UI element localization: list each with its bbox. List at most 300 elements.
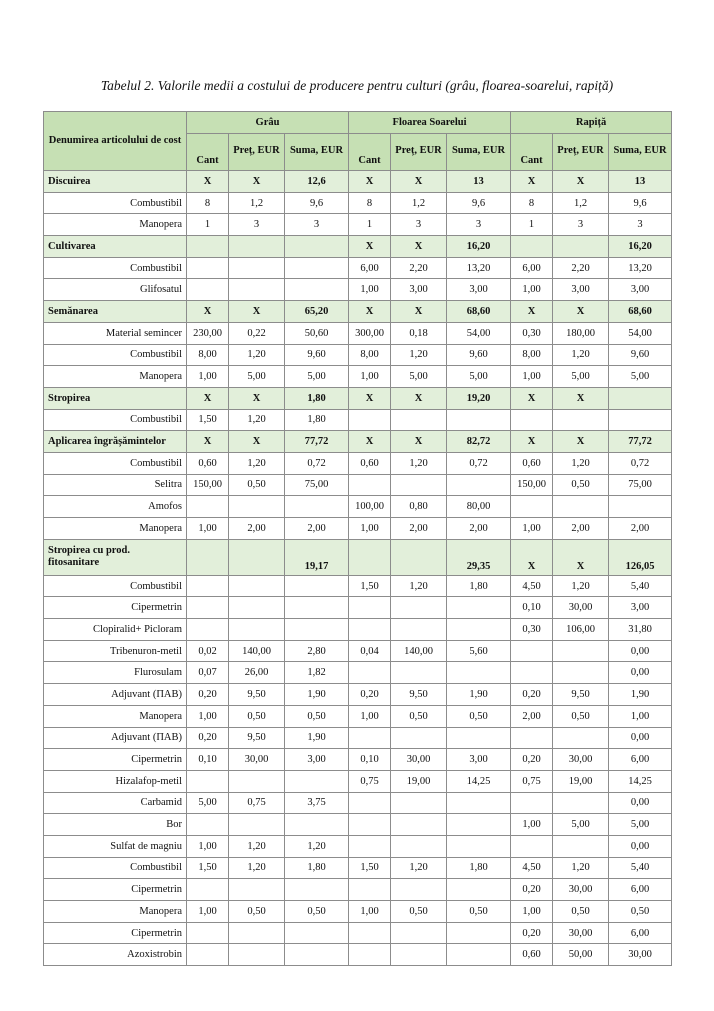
- table-row: [44, 814, 672, 836]
- row-cell: X: [349, 171, 391, 193]
- row-cell: 8,00: [187, 344, 229, 366]
- header-cant: Cant: [349, 134, 391, 171]
- row-cell: 1,00: [187, 366, 229, 388]
- row-cell: 68,60: [447, 301, 511, 323]
- table-row: [44, 518, 672, 540]
- row-label: Aplicarea îngrășămintelor: [44, 431, 187, 453]
- section-row: [44, 301, 672, 323]
- row-cell: 0,50: [553, 705, 609, 727]
- row-cell: 19,00: [391, 770, 447, 792]
- row-cell: 65,20: [285, 301, 349, 323]
- row-cell: [229, 496, 285, 518]
- row-cell: 1,00: [511, 279, 553, 301]
- row-cell: [447, 835, 511, 857]
- header-suma: Suma, EUR: [609, 134, 672, 171]
- row-cell: 0,20: [349, 684, 391, 706]
- row-cell: 1,20: [391, 344, 447, 366]
- row-cell: 1,20: [553, 857, 609, 879]
- row-cell: X: [511, 387, 553, 409]
- row-cell: 0,50: [229, 474, 285, 496]
- row-cell: [391, 879, 447, 901]
- row-cell: 0,50: [285, 901, 349, 923]
- row-cell: [349, 792, 391, 814]
- row-cell: 9,50: [391, 684, 447, 706]
- row-cell: [349, 944, 391, 966]
- row-cell: 1: [187, 214, 229, 236]
- row-cell: [553, 409, 609, 431]
- row-cell: [553, 727, 609, 749]
- table-row: [44, 705, 672, 727]
- row-cell: [285, 575, 349, 597]
- row-cell: 80,00: [447, 496, 511, 518]
- row-label: Discuirea: [44, 171, 187, 193]
- row-cell: [447, 814, 511, 836]
- row-cell: [391, 597, 447, 619]
- row-cell: 5,00: [553, 366, 609, 388]
- table-row: [44, 214, 672, 236]
- row-cell: [285, 236, 349, 258]
- row-cell: [553, 236, 609, 258]
- row-cell: X: [391, 171, 447, 193]
- row-cell: 0,72: [447, 452, 511, 474]
- row-cell: [349, 474, 391, 496]
- row-cell: 19,17: [285, 539, 349, 575]
- header-pret: Preț, EUR: [229, 134, 285, 171]
- row-cell: [187, 770, 229, 792]
- table-row: [44, 857, 672, 879]
- row-cell: 54,00: [609, 322, 672, 344]
- row-cell: 2,00: [511, 705, 553, 727]
- row-cell: X: [553, 539, 609, 575]
- row-cell: [447, 944, 511, 966]
- row-cell: 140,00: [391, 640, 447, 662]
- row-cell: 3,00: [447, 749, 511, 771]
- row-cell: 16,20: [447, 236, 511, 258]
- row-cell: 3,00: [285, 749, 349, 771]
- row-cell: 26,00: [229, 662, 285, 684]
- row-cell: 77,72: [285, 431, 349, 453]
- row-cell: 1,50: [349, 575, 391, 597]
- row-cell: 5,00: [609, 814, 672, 836]
- row-cell: [285, 619, 349, 641]
- row-cell: 2,20: [391, 257, 447, 279]
- row-cell: [187, 575, 229, 597]
- row-cell: 0,20: [187, 727, 229, 749]
- row-cell: 2,00: [285, 518, 349, 540]
- row-cell: 1,00: [187, 705, 229, 727]
- table-row: [44, 474, 672, 496]
- row-cell: 5,40: [609, 575, 672, 597]
- section-row: [44, 236, 672, 258]
- row-cell: [349, 539, 391, 575]
- header-group-grau: Grâu: [187, 112, 349, 134]
- row-cell: 1,90: [285, 727, 349, 749]
- row-cell: [391, 814, 447, 836]
- table-body: [44, 171, 672, 966]
- row-cell: 1,20: [229, 835, 285, 857]
- row-cell: [447, 597, 511, 619]
- row-cell: [229, 922, 285, 944]
- row-label: Combustibil: [44, 409, 187, 431]
- row-cell: [285, 496, 349, 518]
- row-cell: 8,00: [511, 344, 553, 366]
- row-cell: [391, 922, 447, 944]
- row-cell: 2,20: [553, 257, 609, 279]
- row-cell: [349, 727, 391, 749]
- row-cell: 0,50: [229, 705, 285, 727]
- row-cell: 1,90: [447, 684, 511, 706]
- row-cell: 0,60: [511, 944, 553, 966]
- row-cell: 6,00: [349, 257, 391, 279]
- row-cell: X: [187, 171, 229, 193]
- row-cell: [187, 597, 229, 619]
- header-pret: Preț, EUR: [391, 134, 447, 171]
- row-cell: 1: [511, 214, 553, 236]
- row-cell: 1,20: [553, 575, 609, 597]
- row-cell: 1,20: [391, 857, 447, 879]
- row-cell: [187, 257, 229, 279]
- row-cell: 1,80: [447, 857, 511, 879]
- table-row: [44, 279, 672, 301]
- row-cell: 0,30: [511, 619, 553, 641]
- row-cell: X: [553, 387, 609, 409]
- row-cell: 3,00: [553, 279, 609, 301]
- row-cell: X: [553, 301, 609, 323]
- row-cell: 3,00: [391, 279, 447, 301]
- row-cell: 1,2: [553, 192, 609, 214]
- row-cell: [349, 662, 391, 684]
- row-cell: 126,05: [609, 539, 672, 575]
- row-label: Manopera: [44, 901, 187, 923]
- row-cell: 3,00: [609, 597, 672, 619]
- row-label: Combustibil: [44, 575, 187, 597]
- row-cell: 140,00: [229, 640, 285, 662]
- header-cant: Cant: [511, 134, 553, 171]
- row-cell: [511, 727, 553, 749]
- row-label: Cultivarea: [44, 236, 187, 258]
- row-cell: [285, 279, 349, 301]
- row-cell: [187, 279, 229, 301]
- row-label: Tribenuron-metil: [44, 640, 187, 662]
- table-row: [44, 597, 672, 619]
- row-cell: 9,6: [609, 192, 672, 214]
- row-cell: 0,50: [553, 474, 609, 496]
- row-cell: 1,90: [609, 684, 672, 706]
- row-cell: [553, 640, 609, 662]
- row-cell: [391, 619, 447, 641]
- row-cell: 30,00: [553, 879, 609, 901]
- row-cell: 0,20: [511, 922, 553, 944]
- row-cell: 6,00: [511, 257, 553, 279]
- row-cell: [349, 619, 391, 641]
- row-cell: 1,2: [391, 192, 447, 214]
- section-row: [44, 387, 672, 409]
- table-row: [44, 944, 672, 966]
- row-cell: 0,20: [187, 684, 229, 706]
- row-cell: [187, 236, 229, 258]
- row-cell: 3: [447, 214, 511, 236]
- row-cell: X: [229, 301, 285, 323]
- row-cell: [447, 879, 511, 901]
- row-cell: 2,00: [391, 518, 447, 540]
- row-cell: [285, 879, 349, 901]
- row-cell: 0,60: [511, 452, 553, 474]
- row-cell: 0,50: [391, 705, 447, 727]
- row-label: Hizalafop-metil: [44, 770, 187, 792]
- row-cell: 30,00: [391, 749, 447, 771]
- row-cell: 5,00: [229, 366, 285, 388]
- row-label: Flurosulam: [44, 662, 187, 684]
- row-cell: 1,80: [285, 387, 349, 409]
- row-cell: [391, 662, 447, 684]
- row-cell: 230,00: [187, 322, 229, 344]
- row-cell: 2,00: [229, 518, 285, 540]
- row-cell: 5,00: [285, 366, 349, 388]
- row-cell: X: [553, 171, 609, 193]
- row-label: Combustibil: [44, 344, 187, 366]
- row-cell: [447, 922, 511, 944]
- section-row: [44, 171, 672, 193]
- row-cell: X: [511, 431, 553, 453]
- row-cell: [187, 814, 229, 836]
- row-cell: 0,00: [609, 727, 672, 749]
- row-cell: [349, 879, 391, 901]
- row-cell: 1,00: [187, 901, 229, 923]
- row-cell: 9,50: [229, 727, 285, 749]
- row-label: Adjuvant (ПАВ): [44, 684, 187, 706]
- row-cell: [187, 619, 229, 641]
- row-cell: [229, 597, 285, 619]
- row-cell: 1,20: [229, 857, 285, 879]
- row-cell: X: [511, 301, 553, 323]
- row-cell: 1,20: [285, 835, 349, 857]
- row-label: Adjuvant (ПАВ): [44, 727, 187, 749]
- row-label: Semănarea: [44, 301, 187, 323]
- header-pret: Preț, EUR: [553, 134, 609, 171]
- row-cell: 100,00: [349, 496, 391, 518]
- row-cell: 2,00: [553, 518, 609, 540]
- row-cell: [447, 619, 511, 641]
- table-row: [44, 257, 672, 279]
- section-row: [44, 431, 672, 453]
- row-cell: [285, 770, 349, 792]
- row-cell: X: [511, 539, 553, 575]
- row-cell: 1,82: [285, 662, 349, 684]
- row-cell: 1,90: [285, 684, 349, 706]
- row-cell: [391, 792, 447, 814]
- row-label: Cipermetrin: [44, 879, 187, 901]
- row-cell: 1,00: [609, 705, 672, 727]
- row-cell: 1,20: [229, 452, 285, 474]
- row-cell: 9,60: [285, 344, 349, 366]
- row-cell: [511, 835, 553, 857]
- row-cell: [187, 944, 229, 966]
- row-label: Glifosatul: [44, 279, 187, 301]
- row-label: Manopera: [44, 366, 187, 388]
- row-cell: 0,80: [391, 496, 447, 518]
- row-cell: [349, 814, 391, 836]
- row-cell: 0,10: [349, 749, 391, 771]
- row-cell: 1: [349, 214, 391, 236]
- row-cell: [391, 944, 447, 966]
- row-label: Selitra: [44, 474, 187, 496]
- row-cell: 1,00: [349, 518, 391, 540]
- row-cell: [229, 944, 285, 966]
- row-cell: [229, 279, 285, 301]
- row-label: Bor: [44, 814, 187, 836]
- row-cell: 12,6: [285, 171, 349, 193]
- row-cell: X: [511, 171, 553, 193]
- row-cell: X: [229, 431, 285, 453]
- row-cell: [187, 922, 229, 944]
- row-cell: 1,00: [187, 835, 229, 857]
- row-label: Cipermetrin: [44, 597, 187, 619]
- row-cell: [229, 575, 285, 597]
- row-cell: [229, 814, 285, 836]
- row-cell: [229, 539, 285, 575]
- row-cell: 1,00: [349, 279, 391, 301]
- row-cell: 5,00: [553, 814, 609, 836]
- row-cell: 6,00: [609, 922, 672, 944]
- row-cell: 82,72: [447, 431, 511, 453]
- row-cell: X: [553, 431, 609, 453]
- row-cell: 1,20: [391, 452, 447, 474]
- row-cell: 0,20: [511, 879, 553, 901]
- table-row: [44, 901, 672, 923]
- row-cell: 0,07: [187, 662, 229, 684]
- row-cell: X: [229, 387, 285, 409]
- row-cell: 4,50: [511, 857, 553, 879]
- row-cell: 54,00: [447, 322, 511, 344]
- row-cell: 0,10: [511, 597, 553, 619]
- row-cell: 0,00: [609, 835, 672, 857]
- row-cell: 14,25: [609, 770, 672, 792]
- row-cell: 3: [553, 214, 609, 236]
- row-cell: X: [391, 236, 447, 258]
- row-cell: 16,20: [609, 236, 672, 258]
- table-row: [44, 322, 672, 344]
- row-cell: 50,60: [285, 322, 349, 344]
- row-cell: 1,20: [391, 575, 447, 597]
- row-cell: 3: [391, 214, 447, 236]
- row-cell: 0,50: [285, 705, 349, 727]
- row-cell: 0,50: [447, 705, 511, 727]
- table-row: [44, 619, 672, 641]
- row-cell: [391, 727, 447, 749]
- row-cell: 9,60: [447, 344, 511, 366]
- row-cell: 30,00: [553, 922, 609, 944]
- row-cell: 0,04: [349, 640, 391, 662]
- row-cell: [447, 662, 511, 684]
- row-cell: 0,72: [609, 452, 672, 474]
- table-row: [44, 792, 672, 814]
- table-row: [44, 749, 672, 771]
- row-cell: 0,60: [349, 452, 391, 474]
- row-label: Azoxistrobin: [44, 944, 187, 966]
- row-cell: 0,02: [187, 640, 229, 662]
- row-cell: 13,20: [609, 257, 672, 279]
- row-cell: [609, 409, 672, 431]
- row-cell: 0,18: [391, 322, 447, 344]
- table-row: [44, 452, 672, 474]
- row-cell: 0,75: [349, 770, 391, 792]
- row-cell: 150,00: [511, 474, 553, 496]
- row-label: Amofos: [44, 496, 187, 518]
- table-row: [44, 835, 672, 857]
- row-cell: [447, 474, 511, 496]
- row-cell: X: [349, 301, 391, 323]
- row-cell: [391, 539, 447, 575]
- row-label: Clopiralid+ Picloram: [44, 619, 187, 641]
- table-row: [44, 575, 672, 597]
- row-cell: 150,00: [187, 474, 229, 496]
- row-cell: [349, 597, 391, 619]
- row-label: Material semincer: [44, 322, 187, 344]
- row-cell: [609, 496, 672, 518]
- row-cell: 5,00: [447, 366, 511, 388]
- row-cell: 0,72: [285, 452, 349, 474]
- row-cell: 1,20: [553, 452, 609, 474]
- row-cell: 0,00: [609, 662, 672, 684]
- row-cell: 5,00: [187, 792, 229, 814]
- table-row: [44, 409, 672, 431]
- row-label: Cipermetrin: [44, 922, 187, 944]
- row-cell: X: [349, 431, 391, 453]
- row-cell: [511, 640, 553, 662]
- row-cell: [285, 944, 349, 966]
- row-cell: 3: [609, 214, 672, 236]
- row-cell: 0,30: [511, 322, 553, 344]
- table-row: [44, 922, 672, 944]
- row-cell: 6,00: [609, 879, 672, 901]
- row-cell: [511, 236, 553, 258]
- row-cell: 0,75: [511, 770, 553, 792]
- row-cell: 1,00: [511, 366, 553, 388]
- header-group-rapita: Rapiță: [511, 112, 672, 134]
- table-caption: Tabelul 2. Valorile medii a costului de producere pentru culturi (grâu, floarea-soarelui, rapiță): [100, 78, 614, 93]
- row-cell: [553, 792, 609, 814]
- row-cell: X: [391, 431, 447, 453]
- row-cell: 8,00: [349, 344, 391, 366]
- row-cell: 1,20: [229, 409, 285, 431]
- row-cell: 1,00: [511, 901, 553, 923]
- row-cell: [553, 835, 609, 857]
- table-row: [44, 684, 672, 706]
- row-cell: 0,20: [511, 684, 553, 706]
- row-cell: 1,80: [285, 409, 349, 431]
- row-cell: 3: [229, 214, 285, 236]
- row-cell: [553, 662, 609, 684]
- row-cell: 0,75: [229, 792, 285, 814]
- row-cell: [609, 387, 672, 409]
- row-cell: 13: [447, 171, 511, 193]
- row-cell: 3,00: [609, 279, 672, 301]
- row-cell: 0,20: [511, 749, 553, 771]
- row-cell: [553, 496, 609, 518]
- row-cell: [511, 662, 553, 684]
- row-cell: 106,00: [553, 619, 609, 641]
- row-label: Combustibil: [44, 452, 187, 474]
- row-label: Manopera: [44, 214, 187, 236]
- table-row: [44, 879, 672, 901]
- row-label: Manopera: [44, 518, 187, 540]
- row-label: Stropirea: [44, 387, 187, 409]
- row-cell: 0,60: [187, 452, 229, 474]
- row-cell: 1,80: [447, 575, 511, 597]
- row-cell: 2,00: [447, 518, 511, 540]
- row-cell: 0,22: [229, 322, 285, 344]
- row-cell: 1,00: [511, 814, 553, 836]
